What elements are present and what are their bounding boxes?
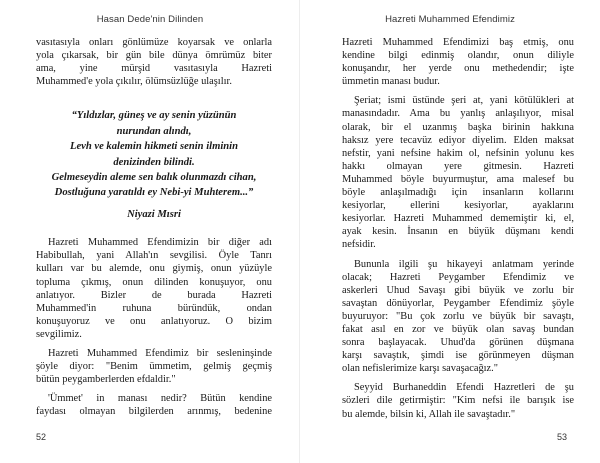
text-line: olan nefislerimize karşı savaşacağız." <box>342 363 498 375</box>
text-line: Bununla ilgili şu hikayeyi anlatmam yerinde <box>354 258 574 270</box>
right-page <box>300 0 600 463</box>
text-line: topluma çıkmış, onun dilinden konuşuyor, onu <box>36 276 272 288</box>
text-line: bütün peygamberlerden efdaldir." <box>36 374 176 386</box>
text-line: buyuruyor: "Bu çok zorlu ve büyük bir savaştı, <box>342 310 574 322</box>
poem-line: Dostluğuna yaratıldı ey Nebi-yi Muhterem...” <box>54 187 254 199</box>
text-line: nefstir, yani nefsine hakim ol, nefsinin yolunu kes <box>342 147 574 159</box>
poem-author: Niyazi Mısri <box>127 208 181 220</box>
text-line: hakkı olmayan yere gitmesin. Hazreti <box>342 160 574 172</box>
right-page-header: Hazreti Muhammed Efendimiz <box>385 14 515 25</box>
text-line: savaştan dönüyorlar, Peygamber Efendimiz şöyle <box>342 297 574 309</box>
text-line: Hazreti Muhammed Efendimizin bir diğer adı <box>48 237 272 249</box>
left-page-header: Hasan Dede'nin Dilinden <box>96 14 204 25</box>
text-line: konuşuyoruz ve onu anlatıyoruz. O bizim <box>36 315 272 327</box>
poem-line: nurundan alındı, <box>116 125 192 137</box>
text-line: kesiyorlar. Hazreti Muhammed dememiştir ki, el, <box>342 213 574 225</box>
text-line: Hazreti Muhammed Efendimiz bir sesleninşinde <box>48 347 272 359</box>
text-line: manasındadır. Ama bu yanlış anlaşılıyor, misal <box>342 108 574 120</box>
text-line: askerleri Uhud Savaşı gibi büyük ve zorlu bir <box>342 284 574 296</box>
text-line: konuşandır, her yerde onu methedendir; işte <box>342 63 574 75</box>
text-line: sözleri dile getirmiştir: "Kim nefsi ile barışık ise <box>342 395 574 407</box>
text-line: karşı savaştık, şimdi ise görünmeyen düşman <box>342 350 574 362</box>
right-page-body <box>342 36 574 421</box>
poem-line: “Yıldızlar, güneş ve ay senin yüzünün <box>71 110 237 122</box>
text-line: Şeriat; ismi üstünde şeri at, yani kötülükleri at <box>354 95 574 107</box>
left-page-number: 52 <box>36 432 47 442</box>
left-page-body <box>36 36 272 418</box>
text-line: 'Ümmet' in manası nedir? Bütün kendine <box>48 393 272 405</box>
text-line: böyle anlaşılmadığı için insanların kollarını <box>342 187 574 199</box>
text-line: sonra başlayacak. Uhud'da görünen düşmana <box>342 337 574 349</box>
text-line: ayak kesin. İnsanın en büyük düşmanı kendi <box>342 226 574 238</box>
text-line: anlatıyor. Bizler de burada Hazreti <box>36 289 272 301</box>
text-line: olarak, bir el uzanmış başka birinin hakkına <box>342 121 574 133</box>
text-line: şöyle diyor: "Benim ümmetim, gelmiş geçmiş <box>36 361 272 373</box>
poem-line: Levh ve kalemin hikmeti senin ilminin <box>69 141 239 153</box>
text-line: ümmetin manası budur. <box>342 76 440 88</box>
text-line: Muhammed'e yola çıkılır, ölümsüzlüğe ulaşılır. <box>36 76 232 88</box>
text-line: Muhammed böyle buyurmuştur, ama malesef bu <box>342 173 574 185</box>
poem-block <box>36 108 272 222</box>
text-line: sevgilimiz. <box>36 328 82 340</box>
text-line: kendine bilgi edinmiş olandır, onun diliyle <box>342 50 574 62</box>
text-line: haksız yere tecavüz ediyor diyelim. Elden maksat <box>342 134 574 146</box>
text-line: nefsidir. <box>342 239 376 251</box>
poem-line: denizinden bilindi. <box>113 156 195 168</box>
text-line: yola çıkarsak, bir gün bile dünya ömrümüz biter <box>36 50 272 62</box>
text-line: fakat asıl en zor ve büyük olan savaş bundan <box>342 323 574 335</box>
text-line: bu alemde, bilsin ki, Allah ile savaştadır." <box>342 408 516 420</box>
text-line: kesiyorlar, ellerini kesiyorlar, ayaklarını <box>342 200 574 212</box>
text-line: Habibullah, yani Allah'ın sevgilisi. Öyle Tanrı <box>36 250 272 262</box>
text-line: faydası olmayan bilgilerden arınmış, bedenine <box>36 406 272 418</box>
right-page-number: 53 <box>557 432 568 442</box>
poem-line: Gelmeseydin aleme sen balık olunmazdı cihan, <box>51 172 257 183</box>
text-line: Seyyid Burhaneddin Efendi Hazretleri de şu <box>354 382 574 394</box>
text-line: Hazreti Muhammed Efendimizi baş etmiş, onu <box>342 37 574 48</box>
text-line: ama, yine mürşid vasıtasıyla Hazreti <box>36 63 272 75</box>
text-line: kulları var bu alemde, onu giymiş, onun yüzüyle <box>36 263 272 275</box>
text-line: Muhammed'in ruhuna büründük, ondan <box>36 302 272 314</box>
text-line: vasıtasıyla onları gönlümüze koyarsak ve onlarla <box>36 37 272 48</box>
text-line: olacak; Hazreti Peygamber Efendimiz ve <box>342 271 574 283</box>
